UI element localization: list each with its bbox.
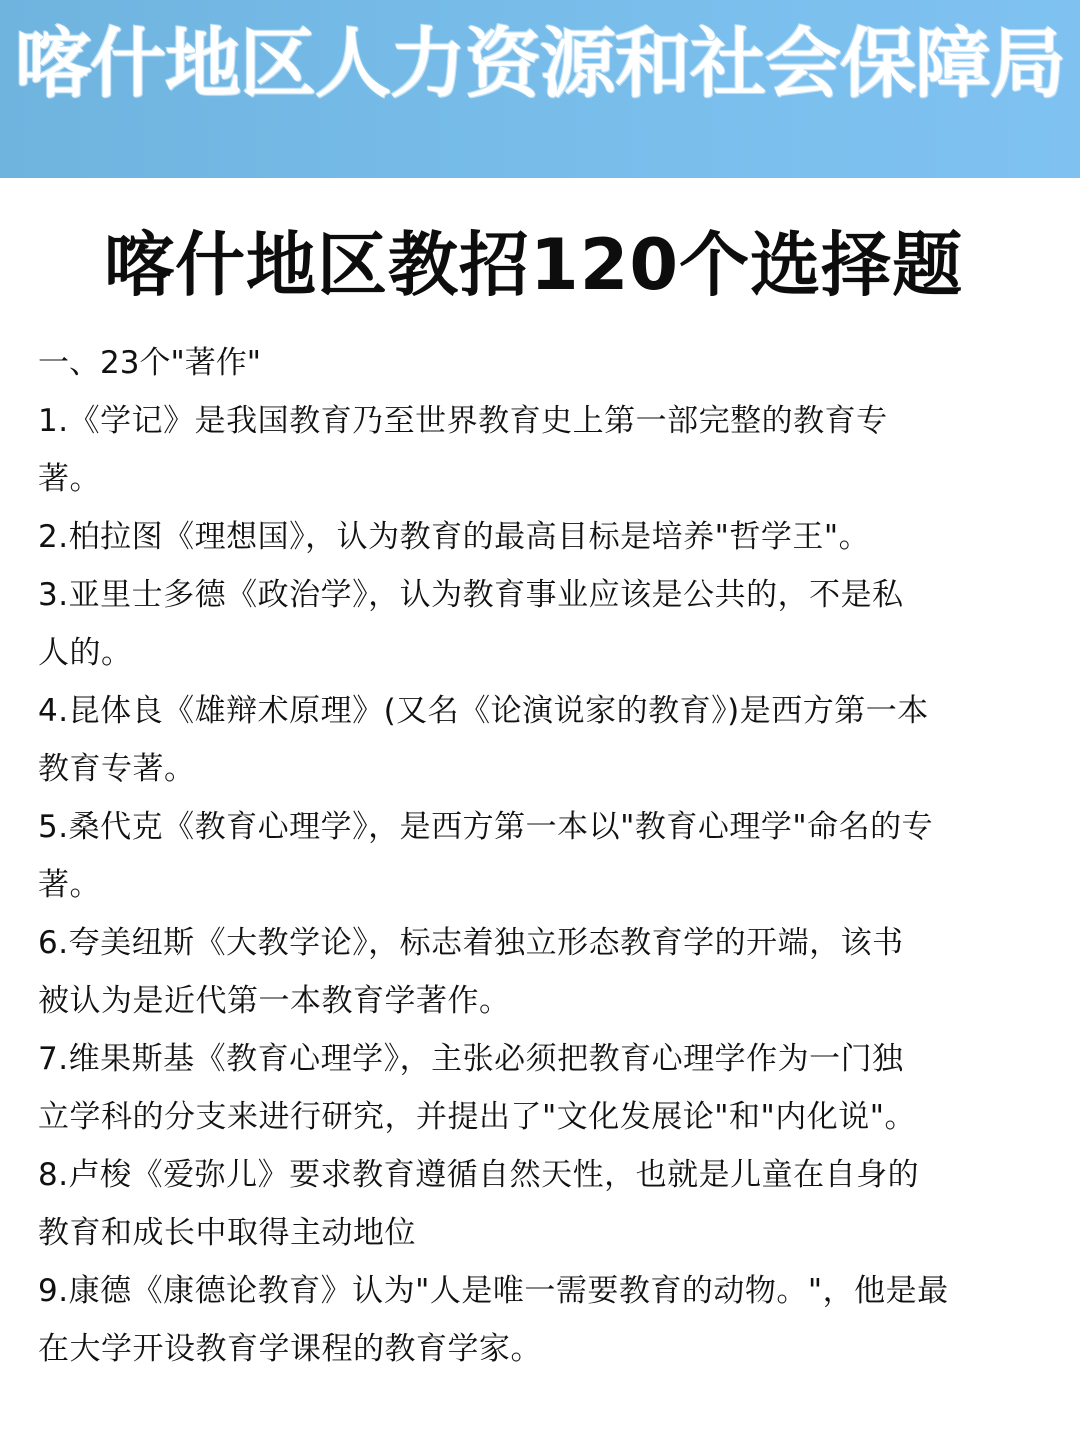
item-line: 在大学开设教育学课程的教育学家。 — [38, 1331, 542, 1367]
item-line: 2.柏拉图《理想国》，认为教育的最高目标是培养"哲学王"。 — [38, 519, 871, 555]
list-item — [38, 1146, 1038, 1262]
section-heading: 一、23个"著作" — [38, 345, 261, 381]
item-line: 1.《学记》是我国教育乃至世界教育史上第一部完整的教育专 — [38, 403, 888, 439]
banner-title: 喀什地区人力资源和社会保障局 — [15, 19, 1065, 108]
list-item — [38, 566, 1038, 682]
item-line: 著。 — [38, 461, 101, 497]
item-line: 9.康德《康德论教育》认为"人是唯一需要教育的动物。"，他是最 — [38, 1273, 949, 1309]
item-line: 教育和成长中取得主动地位 — [38, 1215, 416, 1251]
list-item — [38, 682, 1038, 798]
list-item — [38, 1030, 1038, 1146]
list-item — [38, 1262, 1038, 1378]
document-title: 喀什地区教招120个选择题 — [104, 224, 964, 306]
header-banner — [0, 0, 1080, 178]
list-item — [38, 392, 1038, 508]
item-line: 8.卢梭《爱弥儿》要求教育遵循自然天性，也就是儿童在自身的 — [38, 1157, 920, 1193]
item-line: 3.亚里士多德《政治学》，认为教育事业应该是公共的，不是私 — [38, 577, 904, 613]
item-line: 立学科的分支来进行研究，并提出了"文化发展论"和"内化说"。 — [38, 1099, 917, 1135]
item-line: 教育专著。 — [38, 751, 196, 787]
item-line: 7.维果斯基《教育心理学》，主张必须把教育心理学作为一门独 — [38, 1041, 904, 1077]
item-line: 人的。 — [38, 635, 133, 671]
list-item — [38, 798, 1038, 914]
item-line: 5.桑代克《教育心理学》，是西方第一本以"教育心理学"命名的专 — [38, 809, 934, 845]
list-item — [38, 914, 1038, 1030]
item-line: 著。 — [38, 867, 101, 903]
item-line: 4.昆体良《雄辩术原理》(又名《论演说家的教育》)是西方第一本 — [38, 693, 929, 729]
document-body — [38, 334, 1038, 1378]
item-line: 被认为是近代第一本教育学著作。 — [38, 983, 511, 1019]
list-item — [38, 508, 1038, 566]
item-line: 6.夸美纽斯《大教学论》，标志着独立形态教育学的开端，该书 — [38, 925, 904, 961]
